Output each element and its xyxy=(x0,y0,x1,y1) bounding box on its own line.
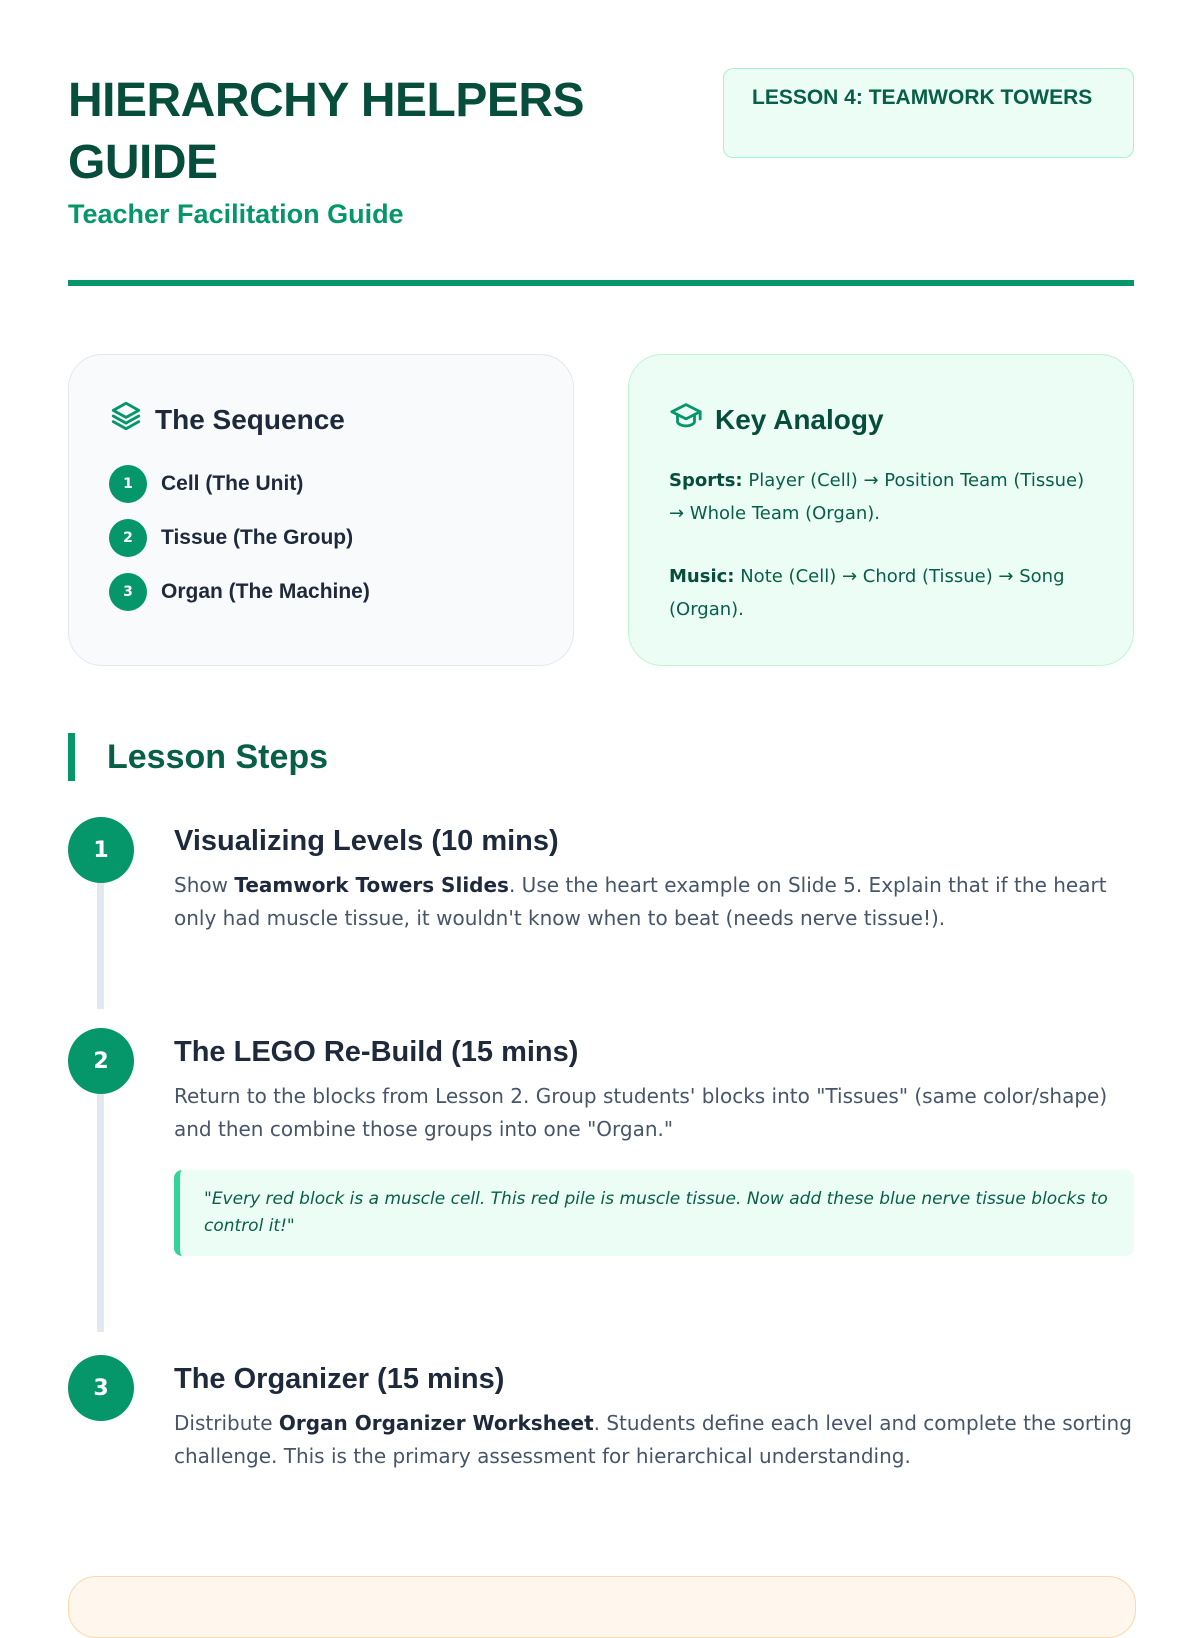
timeline-line xyxy=(97,1094,104,1332)
step-number: 2 xyxy=(68,1028,134,1094)
step-text-segment: . Use the heart example on Slide 5. Explain that if the heart only had muscle tissue, it wouldn't know when to beat (needs nerve tissue!). xyxy=(174,873,1107,930)
step-description xyxy=(174,869,1134,935)
analogy-card xyxy=(628,354,1134,666)
step-description: Return to the blocks from Lesson 2. Group students' blocks into "Tissues" (same color/shape) and then combine those groups into one "Organ." xyxy=(174,1084,1108,1141)
facilitation-guide-page xyxy=(68,0,1134,1600)
teacher-script-quote: "Every red block is a muscle cell. This red pile is muscle tissue. Now add these blue nerve tissue blocks to control it!" xyxy=(174,1170,1134,1256)
graduation-cap-icon xyxy=(669,399,703,440)
step-title: The Organizer (15 mins) xyxy=(174,1363,505,1395)
page-subtitle: Teacher Facilitation Guide xyxy=(68,199,404,229)
analogy-card-title: Key Analogy xyxy=(715,403,884,435)
sequence-item xyxy=(109,464,533,504)
sequence-number: 1 xyxy=(109,465,147,503)
step-resource-name: Teamwork Towers Slides xyxy=(234,873,509,897)
analogy-sports xyxy=(669,464,1093,530)
step-text-segment: Distribute xyxy=(174,1411,279,1435)
step-resource-name: Organ Organizer Worksheet xyxy=(278,1411,594,1435)
analogy-label: Sports: xyxy=(669,470,743,491)
layers-icon xyxy=(109,399,143,440)
step-title: Visualizing Levels (10 mins) xyxy=(174,825,559,857)
step-description xyxy=(174,1407,1134,1473)
next-section-card xyxy=(68,1576,1136,1638)
step-text-segment: Show xyxy=(174,873,235,897)
header-divider xyxy=(68,280,1134,286)
lesson-steps-heading: Lesson Steps xyxy=(68,733,328,781)
sequence-label: Tissue (The Group) xyxy=(161,526,354,549)
step-number: 3 xyxy=(68,1355,134,1421)
step-body xyxy=(174,821,1134,935)
analogy-music xyxy=(669,560,1093,626)
sequence-label: Cell (The Unit) xyxy=(161,472,304,495)
sequence-label: Organ (The Machine) xyxy=(161,580,370,603)
lesson-badge: LESSON 4: TEAMWORK TOWERS xyxy=(723,68,1134,158)
sequence-card-title: The Sequence xyxy=(155,403,345,435)
sequence-card xyxy=(68,354,574,666)
timeline-line xyxy=(97,883,104,1009)
step-title: The LEGO Re-Build (15 mins) xyxy=(174,1036,579,1068)
page-title: HIERARCHY HELPERS GUIDE xyxy=(68,74,585,189)
sequence-number: 2 xyxy=(109,519,147,557)
step-number: 1 xyxy=(68,817,134,883)
step-text-segment: . Students define each level and complete the sorting challenge. This is the primary assessment for hierarchical understanding. xyxy=(174,1411,1132,1468)
sequence-number: 3 xyxy=(109,573,147,611)
analogy-text: Player (Cell) → Position Team (Tissue) → Whole Team (Organ). xyxy=(669,470,1085,524)
sequence-item xyxy=(109,572,533,612)
sequence-item xyxy=(109,518,533,558)
step-body xyxy=(174,1032,1134,1256)
analogy-label: Music: xyxy=(669,566,735,587)
step-body xyxy=(174,1359,1134,1473)
analogy-text: Note (Cell) → Chord (Tissue) → Song (Organ). xyxy=(669,566,1065,620)
analogy-card-header xyxy=(669,399,1093,440)
sequence-card-header xyxy=(109,399,533,440)
sequence-list xyxy=(109,464,533,612)
